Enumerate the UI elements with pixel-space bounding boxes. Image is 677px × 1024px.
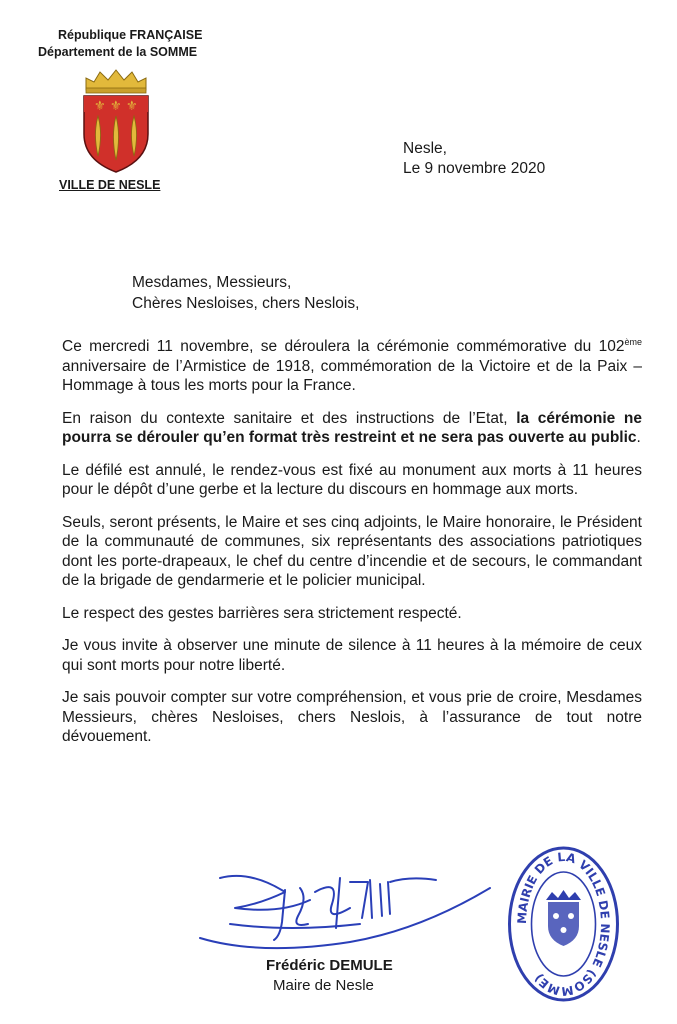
- paragraph-3: Le défilé est annulé, le rendez-vous est fixé au monument aux morts à 11 heures pour le dépôt d’une gerbe et la lecture du discours en hommage aux morts.: [62, 461, 642, 498]
- official-stamp-icon: [506, 844, 621, 1004]
- signer-first-name: Frédéric: [266, 957, 326, 974]
- town-name: VILLE DE NESLE: [59, 178, 161, 192]
- p2-text-c: .: [636, 429, 641, 446]
- svg-text:⚜: ⚜: [94, 99, 106, 114]
- coat-of-arms-icon: [78, 68, 154, 174]
- p2-text-a: En raison du contexte sanitaire et des instructions de l’Etat,: [62, 409, 517, 427]
- p1-text-a: Ce mercredi 11 novembre, se déroulera la cérémonie commémorative du 102: [62, 338, 625, 355]
- svg-text:⚜: ⚜: [110, 99, 122, 114]
- paragraph-7: Je sais pouvoir compter sur votre compréhension, et vous prie de croire, Mesdames Messieurs, chères Nesloises, chers Neslois, à l’assurance de tout notre dévouement.: [62, 689, 642, 745]
- stamp-text: MAIRIE DE LA VILLE DE NESLE (SOMME): [514, 849, 613, 999]
- handwritten-signature-icon: [190, 858, 500, 958]
- letter-date: Le 9 novembre 2020: [403, 160, 546, 177]
- paragraph-2: [62, 409, 642, 448]
- p1-superscript: ème: [624, 337, 642, 347]
- header-departement: Département de la SOMME: [38, 45, 198, 59]
- header-republique: République FRANÇAISE: [58, 28, 203, 42]
- paragraph-4: Seuls, seront présents, le Maire et ses cinq adjoints, le Maire honoraire, le Président de la communauté de communes, six représentants des associations patriotiques dont les porte-drapeaux, le chef du centre d’incendie et de secours, le commandant de la brigade de gendarmerie et le policier municipal.: [62, 513, 642, 589]
- salutation-line-2: Chères Nesloises, chers Neslois,: [132, 295, 360, 312]
- paragraph-5: Le respect des gestes barrières sera strictement respecté.: [62, 604, 462, 622]
- signer-title: Maire de Nesle: [273, 977, 374, 994]
- paragraph-6: Je vous invite à observer une minute de silence à 11 heures à la mémoire de ceux qui sont morts pour notre liberté.: [62, 637, 642, 674]
- salutation-line-1: Mesdames, Messieurs,: [132, 274, 292, 291]
- signer-last-name: DEMULE: [329, 957, 393, 974]
- p1-text-b: anniversaire de l’Armistice de 1918, commémoration de la Victoire et de la Paix – Hommage à tous les morts pour la France.: [62, 357, 642, 394]
- letter-place: Nesle,: [403, 140, 447, 157]
- paragraph-1: [62, 337, 642, 396]
- svg-text:⚜: ⚜: [126, 99, 138, 114]
- p2-bold-text: la cérémonie ne pourra se dérouler qu’en format très restreint et ne sera pas ouverte au public: [62, 409, 642, 446]
- letter-body: [62, 337, 642, 760]
- signer-name: [266, 957, 393, 974]
